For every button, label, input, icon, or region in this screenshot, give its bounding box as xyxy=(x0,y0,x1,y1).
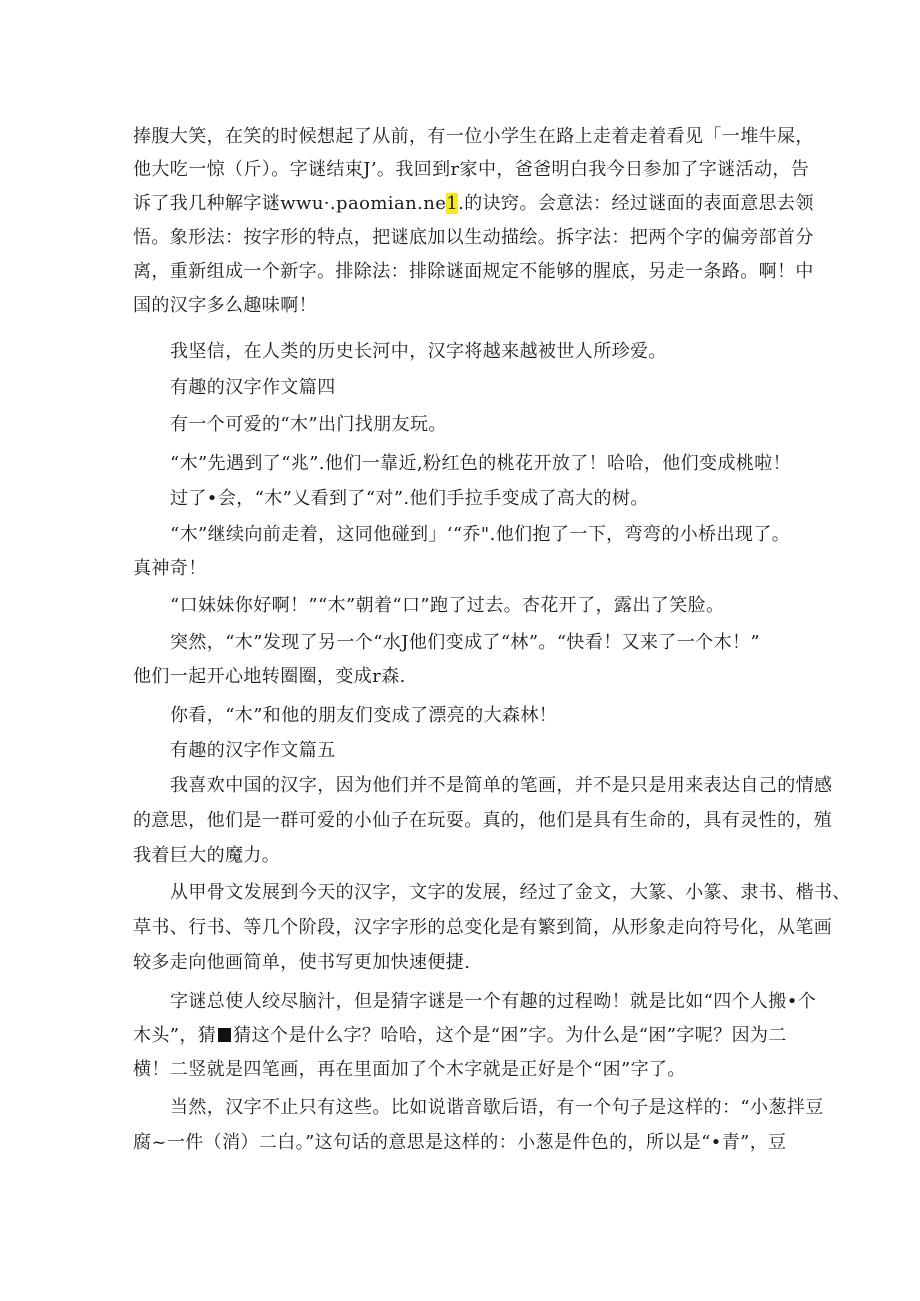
text-line: “木”继续向前走着，这同他碰到」‘“乔".他们抱了一下，弯弯的小桥出现了。 xyxy=(170,524,791,545)
text-line: 悟。象形法：按字形的特点，把谜底加以生动描绘。拆字法：把两个字的偏旁部首分 xyxy=(133,227,814,248)
text-fragment: 诉了我几种解字谜wwu·.paomian.ne xyxy=(133,193,447,214)
text-line xyxy=(133,1023,787,1049)
text-fragment: 木头”，猜 xyxy=(133,1025,217,1046)
text-line: 离，重新组成一个新字。排除法：排除谜面规定不能够的腥底，另走一条路。啊！中 xyxy=(133,261,814,282)
text-line: 他大吃一惊（斤）。字谜结束J’。我回到r家中，爸爸明白我今日参加了字谜活动，告 xyxy=(133,159,810,180)
text-line xyxy=(133,191,814,217)
text-line: 捧腹大笑，在笑的时候想起了从前，有一位小学生在路上走着走着看见「一堆牛屎， xyxy=(133,126,814,147)
text-line: 当然，汉字不止只有这些。比如说谐音歇后语，有一个句子是这样的：“小葱拌豆 xyxy=(170,1097,824,1118)
text-line: 腐~一件（消）二白。”这句话的意思是这样的：小葱是件色的，所以是“•青”，豆 xyxy=(133,1132,787,1153)
text-line: “木”先遇到了“兆”.他们一靠近,粉红色的桃花开放了！哈哈，他们变成桃啦！ xyxy=(170,453,792,474)
text-line: 较多走向他画简单，使书写更加快速便捷. xyxy=(133,952,471,973)
text-fragment: .的诀窍。会意法：经过谜面的表面意思去领 xyxy=(458,193,814,214)
text-line: 他们一起开心地转圈圈，变成r森. xyxy=(133,666,406,687)
text-line: 真神奇！ xyxy=(133,558,207,579)
text-fragment: 猜这个是什么字？哈哈，这个是“困”字。为什么是“困”字呢？因为二 xyxy=(233,1025,787,1046)
section-heading: 有趣的汉字作文篇五 xyxy=(170,740,336,761)
text-line: 我坚信，在人类的历史长河中，汉字将越来越被世人所珍爱。 xyxy=(170,341,667,362)
text-line: “口妹妹你好啊！”“木”朝着“口”跑了过去。杏花开了，露出了笑脸。 xyxy=(170,595,725,616)
text-line: 有一个可爱的“木”出门找朋友玩。 xyxy=(170,414,447,435)
text-line: 的意思，他们是一群可爱的小仙子在玩耍。真的，他们是具有生命的，具有灵性的，殖 xyxy=(133,810,833,831)
text-line: 国的汉字多么趣味啊！ xyxy=(133,295,317,316)
text-line: 突然，“木”发现了另一个“水J他们变成了“林”。“快看！又来了一个木！” xyxy=(170,632,761,653)
black-square-glyph xyxy=(218,1028,231,1042)
text-line: 过了•会，“木”乂看到了“对”.他们手拉手变成了高大的树。 xyxy=(170,488,649,509)
text-line: 从甲骨文发展到今天的汉字，文字的发展，经过了金文，大篆、小篆、隶书、楷书、 xyxy=(170,882,851,903)
text-line: 字谜总使人绞尽脑汁，但是猜字谜是一个有趣的过程呦！就是比如“四个人搬•个 xyxy=(170,991,817,1012)
text-line: 你看，“木”和他的朋友们变成了漂亮的大森林！ xyxy=(170,705,558,726)
text-line: 草书、行书、等几个阶段，汉字字形的总变化是有繁到简，从形象走向符号化，从笔画 xyxy=(133,917,833,938)
text-line: 横！二竖就是四笔画，再在里面加了个木字就是正好是个“困”字了。 xyxy=(133,1059,686,1080)
text-line: 我喜欢中国的汉字，因为他们并不是简单的笔画，并不是只是用来表达自己的情感 xyxy=(170,775,833,796)
text-line: 我着巨大的魔力。 xyxy=(133,845,281,866)
highlighted-text: 1 xyxy=(446,193,459,214)
section-heading: 有趣的汉字作文篇四 xyxy=(170,377,336,398)
